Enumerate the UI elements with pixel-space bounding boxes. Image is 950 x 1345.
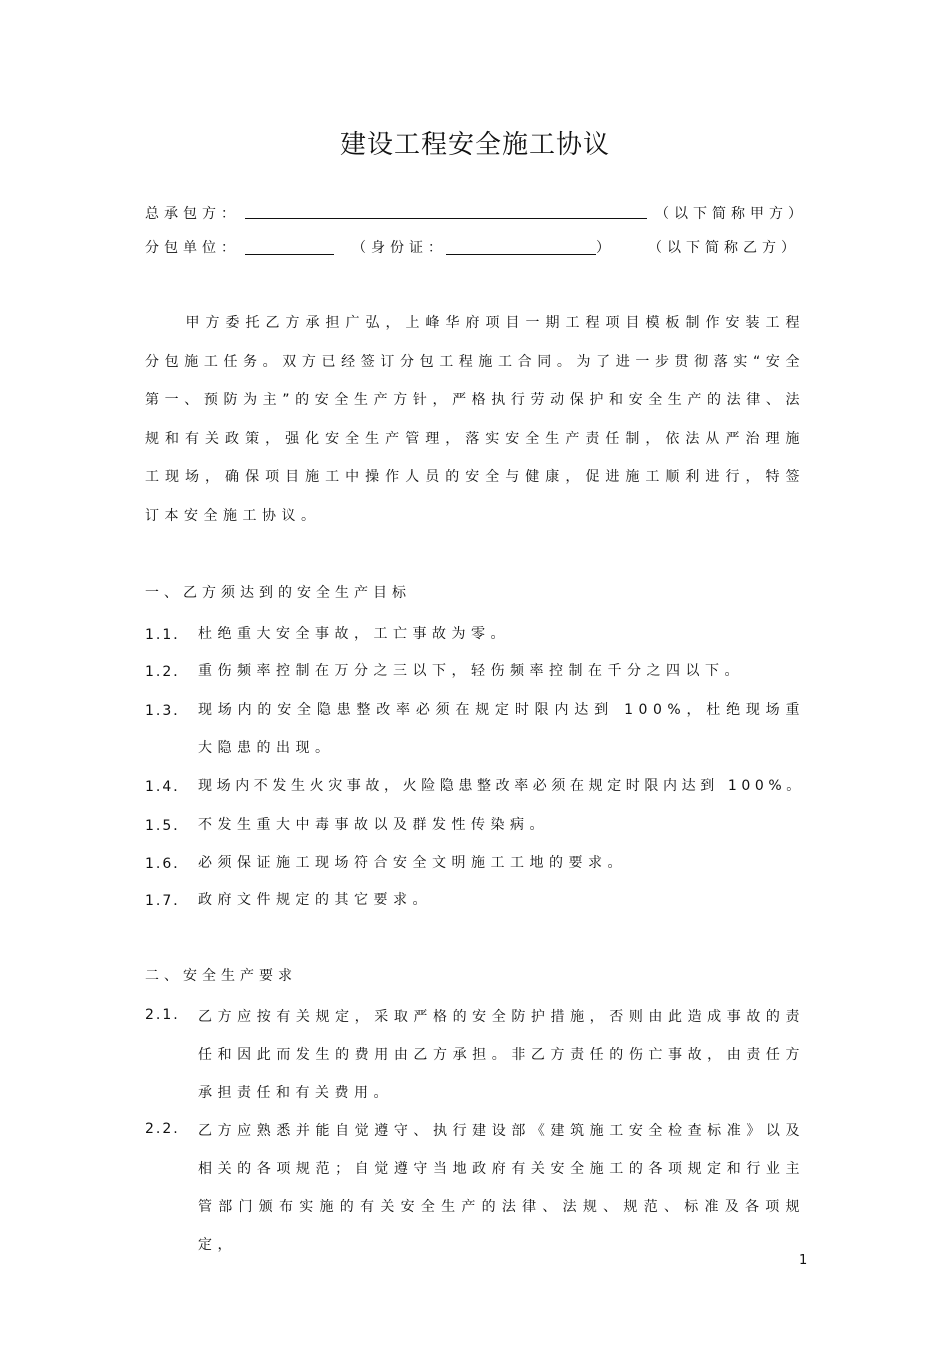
item-text: 重伤频率控制在万分之三以下，轻伤频率控制在千分之四以下。 [198, 663, 744, 679]
intro-text: 甲方委托乙方承担广弘，上峰华府项目一期工程项目模板制作安装工程分包施工任务。双方已经签订分包工程施工合同。为了进一步贯彻落实“安全第一、预防为主”的安全生产方针，严格执行劳动保护和安全生产的法律、法规和有关政策，强化安全生产管理，落实安全生产责任制，依法从严治理施工现场，确保项目施工中操作人员的安全与健康，促进施工顺利进行，特签订本安全施工协议。 [145, 315, 805, 524]
item-text: 不发生重大中毒事故以及群发性传染病。 [198, 817, 549, 833]
id-label: （身份证： [352, 240, 447, 256]
item-number: 1.2． [145, 664, 190, 680]
contractor-blank[interactable] [245, 218, 647, 219]
subcontractor-blank[interactable] [245, 254, 334, 255]
id-number-blank[interactable] [446, 254, 596, 255]
item-text: 政府文件规定的其它要求。 [198, 892, 432, 908]
item-number: 1.7． [145, 893, 190, 909]
contractor-suffix: （以下简称甲方） [655, 206, 807, 222]
item-text: 乙方应熟悉并能自觉遵守、执行建设部《建筑施工安全检查标准》以及相关的各项规范；自觉遵守当地政府有关安全施工的各项规定和行业主管部门颁布实施的有关安全生产的法律、法规、规范、标准及各项规定， [198, 1123, 805, 1253]
id-close: ） [596, 240, 615, 256]
item-number: 1.4． [145, 779, 190, 795]
item-number: 1.6． [145, 856, 190, 872]
intro-paragraph [145, 304, 805, 535]
item-number: 1.5． [145, 818, 190, 834]
item-text: 必须保证施工现场符合安全文明施工工地的要求。 [198, 855, 627, 871]
item-text: 杜绝重大安全事故，工亡事故为零。 [198, 626, 510, 642]
section1-heading: 一、乙方须达到的安全生产目标 [145, 585, 411, 601]
item-text: 乙方应按有关规定，采取严格的安全防护措施，否则由此造成事故的责任和因此而发生的费用由乙方承担。非乙方责任的伤亡事故，由责任方承担责任和有关费用。 [198, 1009, 805, 1101]
item-number: 2.2. [145, 1121, 180, 1137]
item-number: 2.1. [145, 1007, 180, 1023]
item-text: 现场内不发生火灾事故，火险隐患整改率必须在规定时限内达到 100%。 [198, 778, 805, 794]
document-title: 建设工程安全施工协议 [339, 130, 610, 160]
item-number: 1.3． [145, 703, 190, 719]
subcontractor-suffix: （以下简称乙方） [648, 240, 800, 256]
page-number: 1 [799, 1253, 808, 1268]
contractor-label: 总承包方： [145, 206, 240, 222]
item-number: 1.1． [145, 627, 190, 643]
section2-heading: 二、安全生产要求 [145, 968, 297, 984]
subcontractor-label: 分包单位： [145, 240, 240, 256]
item-text: 现场内的安全隐患整改率必须在规定时限内达到 100%，杜绝现场重大隐患的出现。 [198, 702, 805, 756]
